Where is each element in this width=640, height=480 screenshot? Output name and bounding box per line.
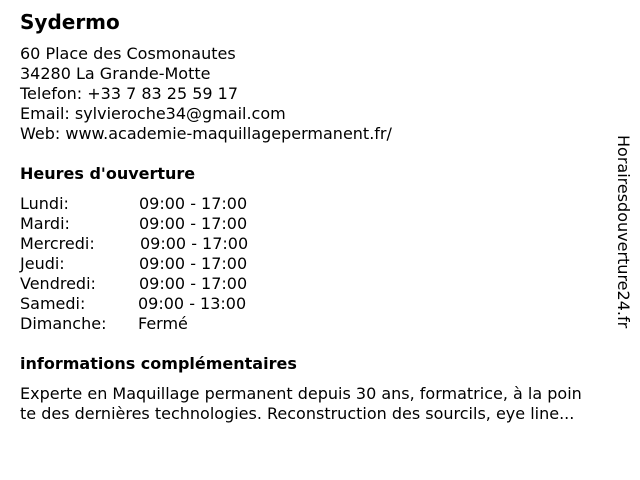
day-label: Mercredi: xyxy=(20,234,95,253)
day-label: Dimanche: xyxy=(20,314,107,333)
hours-heading: Heures d'ouverture xyxy=(20,164,196,183)
time-range: Fermé xyxy=(138,314,188,333)
time-range: 09:00 - 13:00 xyxy=(138,294,247,313)
day-label: Lundi: xyxy=(20,194,69,213)
time-range: 09:00 - 17:00 xyxy=(139,274,248,293)
site-watermark: Horairesdouverture24.fr xyxy=(614,135,633,329)
city-address: 34280 La Grande-Motte xyxy=(20,64,211,83)
street-address: 60 Place des Cosmonautes xyxy=(20,44,236,63)
phone-number: Telefon: +33 7 83 25 59 17 xyxy=(20,84,239,103)
website-address: Web: www.academie-maquillagepermanent.fr/ xyxy=(20,124,392,143)
info-heading: informations complémentaires xyxy=(20,354,297,373)
contact-block xyxy=(20,44,392,144)
description-line: Experte en Maquillage permanent depuis 30 ans, formatrice, à la poin xyxy=(20,384,582,403)
day-label: Vendredi: xyxy=(20,274,96,293)
time-range: 09:00 - 17:00 xyxy=(140,234,249,253)
time-range: 09:00 - 17:00 xyxy=(139,214,248,233)
day-label: Jeudi: xyxy=(20,254,65,273)
time-range: 09:00 - 17:00 xyxy=(139,194,248,213)
time-range: 09:00 - 17:00 xyxy=(139,254,248,273)
day-label: Samedi: xyxy=(20,294,86,313)
email-address: Email: sylvieroche34@gmail.com xyxy=(20,104,286,123)
description-line: te des dernières technologies. Reconstruction des sourcils, eye line... xyxy=(20,404,575,423)
business-description xyxy=(20,384,628,424)
business-name: Sydermo xyxy=(20,10,120,34)
day-label: Mardi: xyxy=(20,214,70,233)
